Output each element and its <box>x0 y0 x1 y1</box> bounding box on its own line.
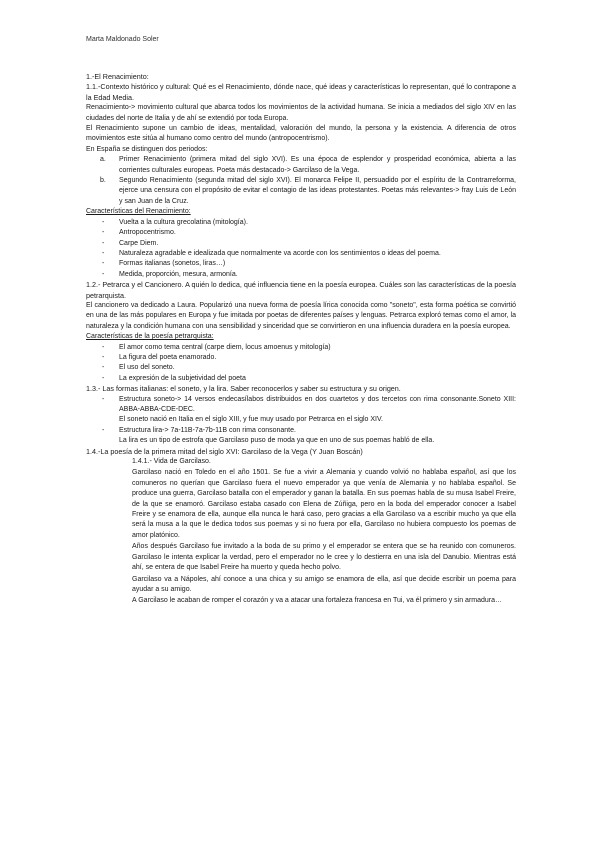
list-marker: a. <box>100 156 106 164</box>
list-item: - Carpe Diem. <box>102 239 159 247</box>
list-item-text: El uso del soneto. <box>119 364 175 372</box>
petrarchan-features-list <box>86 343 516 385</box>
list-item-text: Medida, proporción, mesura, armonía. <box>119 270 238 278</box>
section-1-1-title: 1.1.-Contexto histórico y cultural: Qué es el Renacimiento, dónde nace, qué ideas y características lo representan, qué lo contrapone a la Edad Media. <box>86 82 516 102</box>
list-item: - Estructura soneto-> 14 versos endecasílabos distribuidos en dos cuartetos y dos tercetos con rima consonante.Soneto XIII: ABBA-ABBA-CDE-DEC. <box>102 395 516 413</box>
paragraph: Años después Garcilaso fue invitado a la boda de su primo y el emperador se entera que se ha reunido con comuneros. Garcilaso le intenta explicar la verdad, pero el emperador no le cree y lo destierra en una isla del Danubio. Mientras está ahí, se entera de que Isabel Freire ha muerto y queda hecho polvo. <box>132 543 516 572</box>
paragraph: Garcilaso nació en Toledo en el año 1501. Se fue a vivir a Alemania y cuando volvió no hablaba español, así que los comuneros no querían que Garcilaso fuera el nuevo emperador ya que venía de Alemania y no hablaba español. Se produce una guerra, Garcilaso batalla con el emperador y ganan la batalla. En sus poemas habla de su musa Isabel Freire, de la que se enamoró. Garcilaso estaba casado con Elena de Zúñiga, pero en la boda del emperador conocer a Isabel Freire y se enamora de ella, aunque ella nunca le hará caso, pero gracias a ella Garcilaso va a escribir mucho ya que ella será la musa a la que le dedica todos sus poemas y si no fuera por ella, Garcilaso no hubiera compuesto los poemas de amor platónico. <box>132 469 516 539</box>
periods-list <box>86 155 516 207</box>
list-item: - La expresión de la subjetividad del poeta <box>102 374 246 382</box>
italian-forms-list <box>86 426 516 436</box>
list-item-text: Estructura lira-> 7a-11B-7a-7b-11B con rima consonante. <box>119 426 296 434</box>
list-item: - Naturaleza agradable e idealizada que normalmente va acorde con los sentimientos o ideas del poema. <box>102 249 441 257</box>
features-heading: Características del Renacimiento: <box>86 208 191 216</box>
list-item <box>86 155 516 176</box>
garcilaso-section <box>86 457 516 607</box>
list-item-text: Primer Renacimiento (primera mitad del siglo XVI). Es una época de esplendor y prosperidad económica, abierta a las corrientes culturales europeas. Poeta más destacado-> Garcilaso de la Vega. <box>119 156 516 174</box>
section-1-3-title: 1.3.- Las formas italianas: el soneto, y la lira. Saber reconocerlos y saber su estructura y su origen. <box>86 384 401 394</box>
list-item-text: Segundo Renacimiento (segunda mitad del siglo XVI). El monarca Felipe II, persuadido por el espíritu de la Contrarreforma, ejerce una censura con el propósito de evitar el contagio de las ideas protestantes. Poetas más relevantes-> fray Luis de León y san Juan de la Cruz. <box>119 177 516 205</box>
list-item: - Vuelta a la cultura grecolatina (mitología). <box>102 218 248 226</box>
section-1-4-1-title: 1.4.1.- Vida de Garcilaso. <box>132 458 211 466</box>
list-item-text: Estructura soneto-> 14 versos endecasílabos distribuidos en dos cuartetos y dos tercetos con rima consonante.Soneto XIII: ABBA-ABBA-CDE-DEC. <box>119 395 516 413</box>
renaissance-features-list <box>86 218 516 280</box>
list-item-text: Carpe Diem. <box>119 239 159 247</box>
paragraph: En España se distinguen dos periodos: <box>86 145 208 153</box>
paragraph: El Renacimiento supone un cambio de ideas, mentalidad, valoración del mundo, la persona y la existencia. A diferencia de otros movimientos este sitúa al humano como centro del mundo (antropocentrismo). <box>86 125 516 143</box>
list-item: - Medida, proporción, mesura, armonía. <box>102 270 238 278</box>
list-note: El soneto nació en Italia en el siglo XIII, y fue muy usado por Petrarca en el siglo XIV. <box>119 416 383 424</box>
section-1-4-title: 1.4.-La poesía de la primera mitad del siglo XVI: Garcilaso de la Vega (Y Juan Boscán) <box>86 446 363 456</box>
paragraph: Garcilaso va a Nápoles, ahí conoce a una chica y su amigo se enamora de ella, así que decide escribir un poema para ayudar a su amigo. <box>132 575 516 593</box>
list-item-text: La figura del poeta enamorado. <box>119 353 217 361</box>
list-item-text: Formas italianas (sonetos, liras…) <box>119 260 226 268</box>
author-header: Marta Maldonado Soler <box>86 36 159 43</box>
features-heading: Características de la poesía petrarquista: <box>86 333 214 341</box>
list-item-text: Vuelta a la cultura grecolatina (mitología). <box>119 218 248 226</box>
list-item-text: Antropocentrismo. <box>119 229 176 237</box>
list-item: - El amor como tema central (carpe diem, locus amoenus y mitología) <box>102 343 331 351</box>
list-item: - El uso del soneto. <box>102 364 175 372</box>
list-note: La lira es un tipo de estrofa que Garcilaso puso de moda ya que en uno de sus poemas habló de ella. <box>119 437 435 445</box>
list-item <box>86 176 516 207</box>
section-1-2-title: 1.2.- Petrarca y el Cancionero. A quién lo dedica, qué influencia tiene en la poesía europea. Cuáles son las características de la poesía petrarquista. <box>86 280 516 300</box>
list-marker: b. <box>100 177 106 185</box>
list-item: - La figura del poeta enamorado. <box>102 353 217 361</box>
section-1-title: 1.-El Renacimiento: <box>86 72 149 81</box>
paragraph: Renacimiento-> movimiento cultural que abarca todos los movimientos de la actividad humana. Se inicia a mediados del siglo XIV en las ciudades del norte de Italia y de ahí se extendió por toda Europa. <box>86 104 516 122</box>
paragraph: El cancionero va dedicado a Laura. Popularizó una nueva forma de poesía lírica conocida como "soneto", esta forma poética se convirtió en una de las más populares en Europa y fue imitada por poetas de diferentes países y lenguas. Petrarca exploró temas como el amor, la naturaleza y la condición humana con una sensibilidad y sinceridad que se convirtieron en una influencia duradera en la poesía europea. <box>86 301 516 330</box>
list-item: - Formas italianas (sonetos, liras…) <box>102 260 226 268</box>
list-item: - Estructura lira-> 7a-11B-7a-7b-11B con rima consonante. <box>102 426 296 434</box>
list-item-text: Naturaleza agradable e idealizada que normalmente va acorde con los sentimientos o ideas del poema. <box>119 249 441 257</box>
paragraph: A Garcilaso le acaban de romper el corazón y va a atacar una fortaleza francesa en Tui, va él primero y sin armadura… <box>132 597 503 605</box>
list-item: - Antropocentrismo. <box>102 229 176 237</box>
list-item-text: La expresión de la subjetividad del poeta <box>119 374 246 382</box>
list-item-text: El amor como tema central (carpe diem, locus amoenus y mitología) <box>119 343 331 351</box>
italian-forms-list <box>86 395 516 416</box>
document-body <box>86 72 516 608</box>
